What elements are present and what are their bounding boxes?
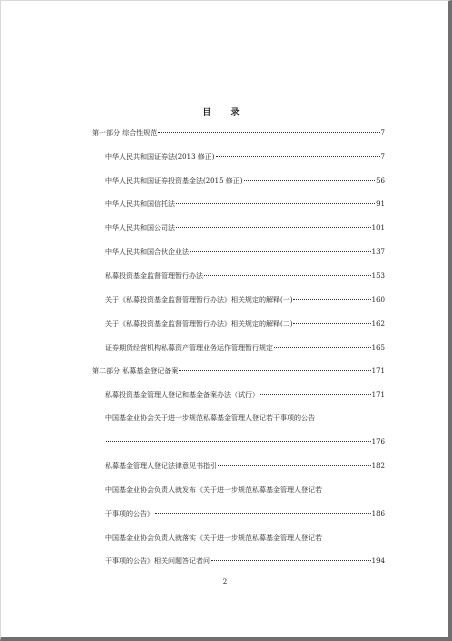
toc-entry[interactable] <box>105 153 385 162</box>
toc-entry-text-line1[interactable]: 中国基金业协会关于进一步规范私募基金管理人登记若干事项的公告 <box>105 414 315 422</box>
toc-title: 目 录 <box>202 108 248 118</box>
toc-entry-text-line1[interactable]: 中国基金业协会负责人就落实《关于进一步规范私募基金管理人登记若 <box>105 534 322 542</box>
toc-entry-page: 7 <box>380 153 385 161</box>
toc-entry-page: 7 <box>380 129 385 137</box>
toc-entry-continuation[interactable] <box>105 557 385 566</box>
toc-entry-page: 91 <box>376 200 385 208</box>
toc-entry-part2[interactable] <box>92 367 385 376</box>
leader-dots <box>190 251 371 252</box>
leader-dots <box>176 203 375 204</box>
leader-dots <box>244 180 376 181</box>
toc-entry-text: 私募投资基金管理人登记和基金备案办法（试行） <box>105 391 259 399</box>
toc-entry-text: 关于《私募投资基金监督管理暂行办法》相关规定的解释(一) <box>105 296 293 304</box>
leader-dots <box>158 132 379 133</box>
toc-entry[interactable] <box>105 391 385 400</box>
toc-entry-page: 160 <box>371 296 385 304</box>
toc-entry-text: 中华人民共和国合伙企业法 <box>105 248 189 256</box>
toc-entry[interactable] <box>105 296 385 305</box>
toc-entry-text: 中华人民共和国信托法 <box>105 200 175 208</box>
toc-entry-page: 171 <box>371 391 385 399</box>
toc-entry[interactable] <box>105 224 385 233</box>
toc-entry-continuation[interactable] <box>105 510 385 519</box>
toc-entry-text: 证券期货经营机构私募资产管理业务运作管理暂行规定 <box>105 344 273 352</box>
leader-dots <box>179 370 370 371</box>
toc-entry-text: 中华人民共和国证券法(2013 修正) <box>105 153 215 161</box>
toc-entry-page: 162 <box>371 320 385 328</box>
toc-entry-page: 176 <box>371 438 385 446</box>
leader-dots <box>155 513 371 514</box>
leader-dots <box>260 394 371 395</box>
toc-entry-text: 第二部分 私募基金登记备案 <box>92 367 179 375</box>
toc-entry-text: 中华人民共和国公司法 <box>105 224 175 232</box>
toc-entry-text: 私募投资基金监督管理暂行办法 <box>105 272 203 280</box>
leader-dots <box>216 156 380 157</box>
toc-entry-page: 137 <box>371 248 385 256</box>
toc-entry[interactable] <box>105 248 385 257</box>
toc-entry-page: 56 <box>376 177 385 185</box>
toc-entry[interactable] <box>105 462 385 471</box>
toc-entry-page: 186 <box>371 510 385 518</box>
toc-entry[interactable] <box>105 320 385 329</box>
toc-entry-continuation[interactable] <box>105 438 385 447</box>
toc-entry[interactable] <box>105 272 385 281</box>
toc-entry-page: 101 <box>371 224 385 232</box>
toc-entry[interactable] <box>105 177 385 186</box>
leader-dots <box>204 275 371 276</box>
toc-entry[interactable] <box>105 200 385 209</box>
page-number: 2 <box>222 578 228 586</box>
toc-entry-text: 中华人民共和国证券投资基金法(2015 修正) <box>105 177 243 185</box>
toc-entry-text-line1[interactable]: 中国基金业协会负责人就发布《关于进一步规范私募基金管理人登记若 <box>105 486 322 494</box>
leader-dots <box>106 441 371 442</box>
toc-entry-text: 私募基金管理人登记法律意见书指引 <box>105 462 217 470</box>
toc-entry-text: 干事项的公告》 <box>105 510 154 518</box>
toc-entry-page: 182 <box>371 462 385 470</box>
toc-entry-text: 干事项的公告》相关问题答记者问 <box>105 557 210 565</box>
leader-dots <box>176 227 371 228</box>
toc-entry-page: 153 <box>371 272 385 280</box>
leader-dots <box>211 560 371 561</box>
leader-dots <box>218 465 371 466</box>
toc-entry-text: 关于《私募投资基金监督管理暂行办法》相关规定的解释(二) <box>105 320 293 328</box>
leader-dots <box>274 347 371 348</box>
toc-entry[interactable] <box>105 344 385 353</box>
toc-entry-page: 165 <box>371 344 385 352</box>
leader-dots <box>293 323 370 324</box>
leader-dots <box>293 299 370 300</box>
toc-entry-text: 第一部分 综合性规范 <box>92 129 158 137</box>
toc-entry-part1[interactable] <box>92 129 385 138</box>
toc-entry-page: 194 <box>371 557 385 565</box>
toc-entry-page: 171 <box>371 367 385 375</box>
